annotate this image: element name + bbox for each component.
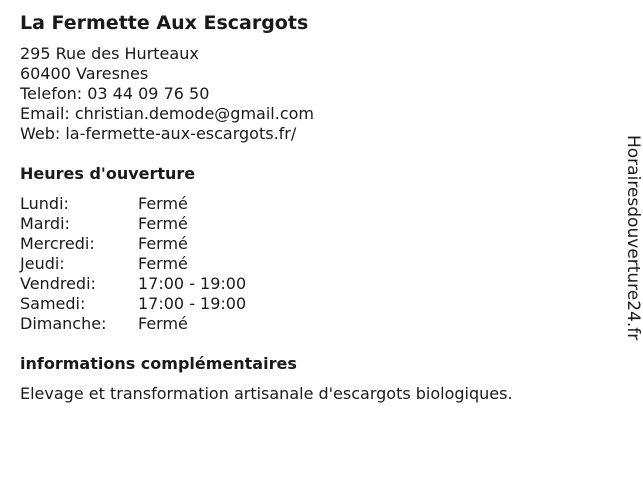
hours-row-friday <box>20 274 600 294</box>
website-url: Web: la-fermette-aux-escargots.fr/ <box>20 124 297 143</box>
hours-row-monday <box>20 194 600 214</box>
time-value: 17:00 - 19:00 <box>138 294 247 313</box>
hours-row-wednesday <box>20 234 600 254</box>
address-city: 60400 Varesnes <box>20 64 149 83</box>
email-address: Email: christian.demode@gmail.com <box>20 104 314 123</box>
hours-row-thursday <box>20 254 600 274</box>
hours-row-tuesday <box>20 214 600 234</box>
hours-row-sunday <box>20 314 600 334</box>
time-value: Fermé <box>138 254 188 273</box>
time-value: Fermé <box>138 194 188 213</box>
hours-row-saturday <box>20 294 600 314</box>
phone-number: Telefon: 03 44 09 76 50 <box>20 84 210 103</box>
info-description: Elevage et transformation artisanale d'escargots biologiques. <box>20 384 513 403</box>
time-value: 17:00 - 19:00 <box>138 274 247 293</box>
site-brand-vertical: Horairesdouverture24.fr <box>623 135 643 341</box>
contact-block <box>20 44 600 144</box>
address-street: 295 Rue des Hurteaux <box>20 44 199 63</box>
day-label: Jeudi: <box>20 254 65 273</box>
day-label: Samedi: <box>20 294 86 313</box>
day-label: Mardi: <box>20 214 70 233</box>
day-label: Lundi: <box>20 194 69 213</box>
hours-table <box>20 194 600 334</box>
day-label: Vendredi: <box>20 274 96 293</box>
time-value: Fermé <box>138 214 188 233</box>
time-value: Fermé <box>138 234 188 253</box>
day-label: Mercredi: <box>20 234 95 253</box>
business-card <box>20 10 600 404</box>
day-label: Dimanche: <box>20 314 107 333</box>
hours-heading: Heures d'ouverture <box>20 164 196 183</box>
time-value: Fermé <box>138 314 188 333</box>
business-name: La Fermette Aux Escargots <box>20 12 309 34</box>
info-heading: informations complémentaires <box>20 354 297 373</box>
